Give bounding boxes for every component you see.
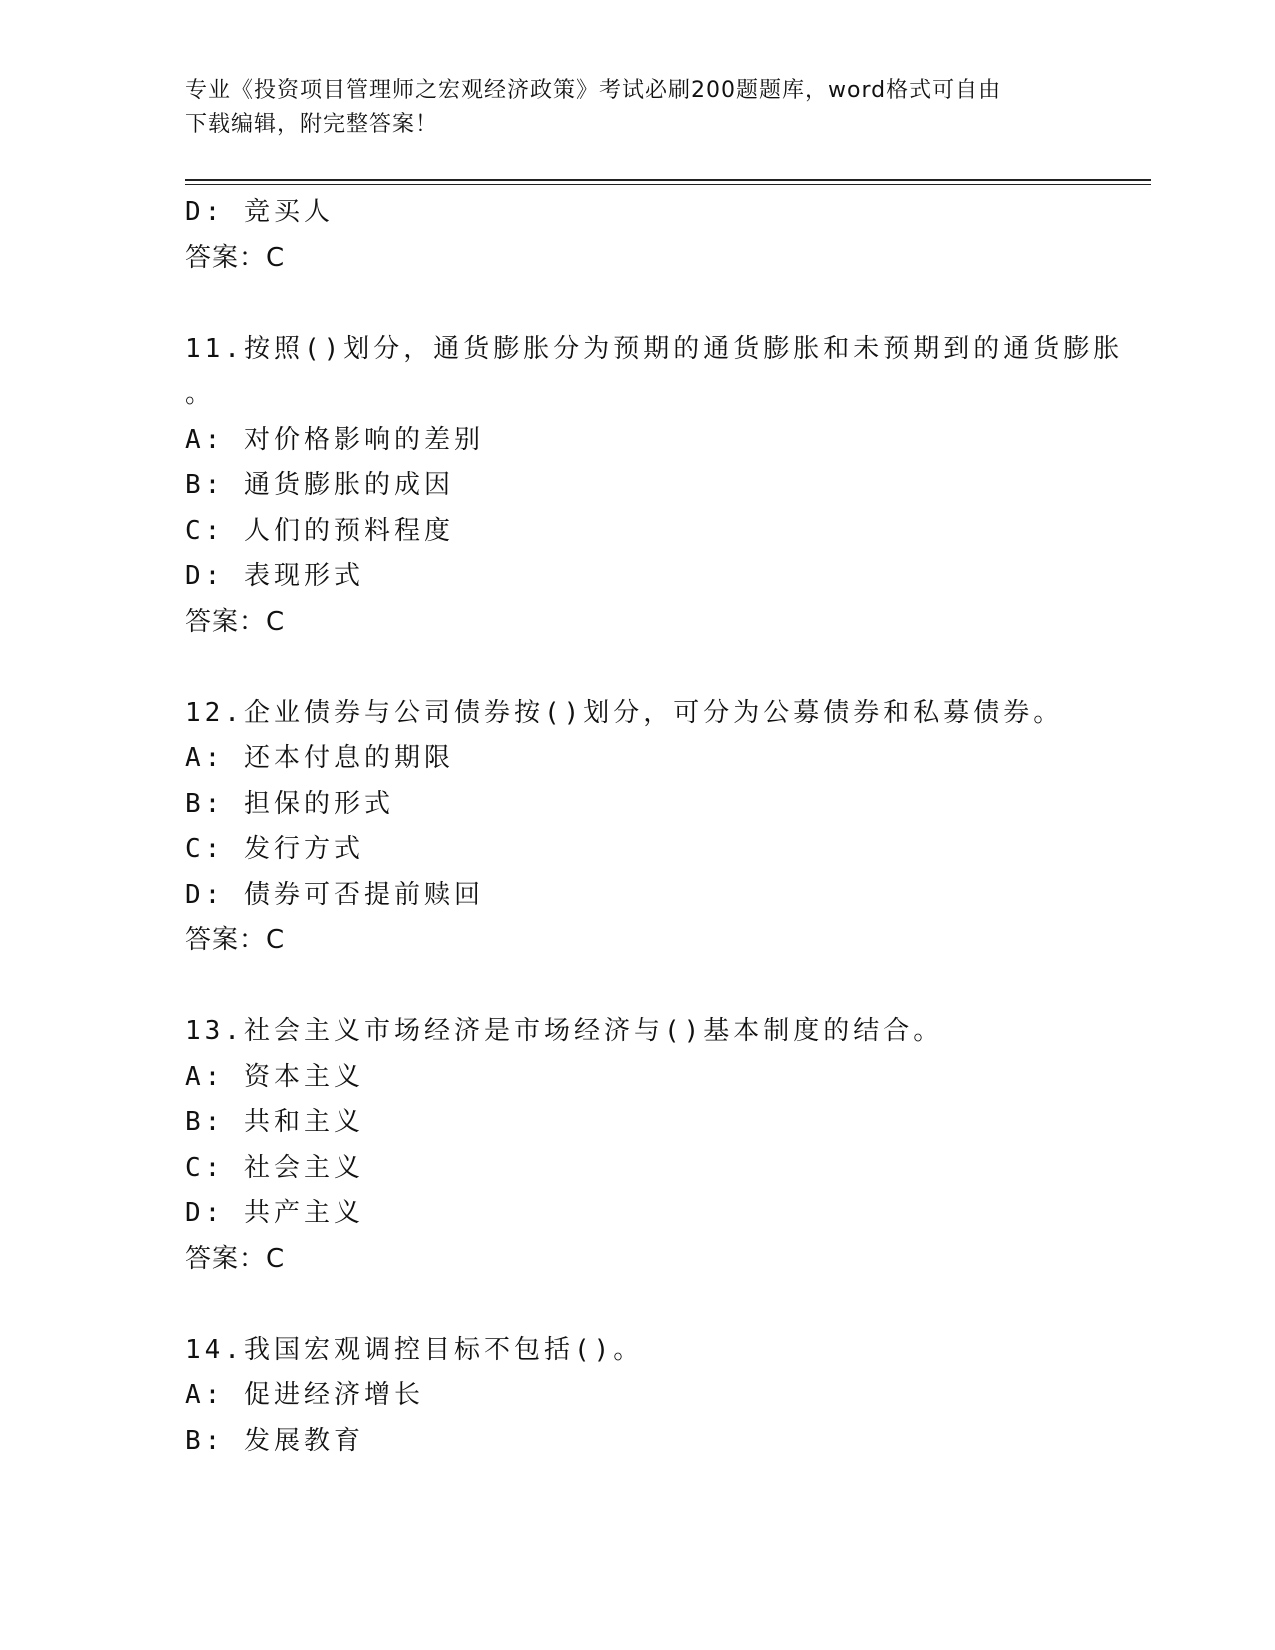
option-d: D: 表现形式: [185, 561, 364, 591]
spacer: [185, 645, 1105, 691]
spacer: [185, 1282, 1105, 1328]
header-rule-thick: [185, 179, 1151, 181]
answer: 答案：C: [185, 1243, 286, 1274]
option-b: B: 发展教育: [185, 1425, 364, 1456]
option-d: D: 债券可否提前赎回: [185, 879, 484, 910]
option-b: B: 担保的形式: [185, 788, 394, 819]
question-12: [185, 691, 1105, 964]
prev-option-d: D: 竞买人: [185, 197, 334, 227]
question-stem: 12.企业债券与公司债券按()划分，可分为公募债券和私募债券。: [185, 697, 1064, 728]
option-c: C: 人们的预料程度: [185, 515, 454, 546]
answer: 答案：C: [185, 925, 286, 955]
question-stem: 13.社会主义市场经济是市场经济与()基本制度的结合。: [185, 1016, 944, 1046]
question-11: [185, 327, 1124, 646]
header-rule-thin: [185, 184, 1151, 185]
spacer: [185, 964, 1105, 1010]
option-b: B: 共和主义: [185, 1107, 364, 1137]
question-list: [185, 190, 1124, 1464]
document-header: [185, 74, 1075, 142]
question-stem: 14.我国宏观调控目标不包括()。: [185, 1334, 644, 1365]
answer: 答案：C: [185, 606, 286, 637]
option-d: D: 共产主义: [185, 1198, 364, 1228]
option-a: A: 对价格影响的差别: [185, 424, 484, 455]
spacer: [185, 281, 1105, 327]
question-13: [185, 1009, 1105, 1282]
question-stem-continued: 。: [185, 379, 216, 409]
option-b: B: 通货膨胀的成因: [185, 470, 454, 500]
option-c: C: 社会主义: [185, 1152, 364, 1183]
option-a: A: 资本主义: [185, 1061, 364, 1092]
option-a: A: 还本付息的期限: [185, 743, 454, 773]
header-line-2: 下载编辑，附完整答案！: [185, 112, 439, 137]
option-a: A: 促进经济增长: [185, 1380, 424, 1410]
prev-answer: 答案：C: [185, 242, 286, 273]
question-stem: 11.按照()划分，通货膨胀分为预期的通货膨胀和未预期到的通货膨胀: [185, 333, 1124, 364]
header-line-1: 专业《投资项目管理师之宏观经济政策》考试必刷200题题库，word格式可自由: [185, 78, 1002, 103]
question-14: [185, 1328, 1105, 1465]
option-c: C: 发行方式: [185, 834, 364, 864]
